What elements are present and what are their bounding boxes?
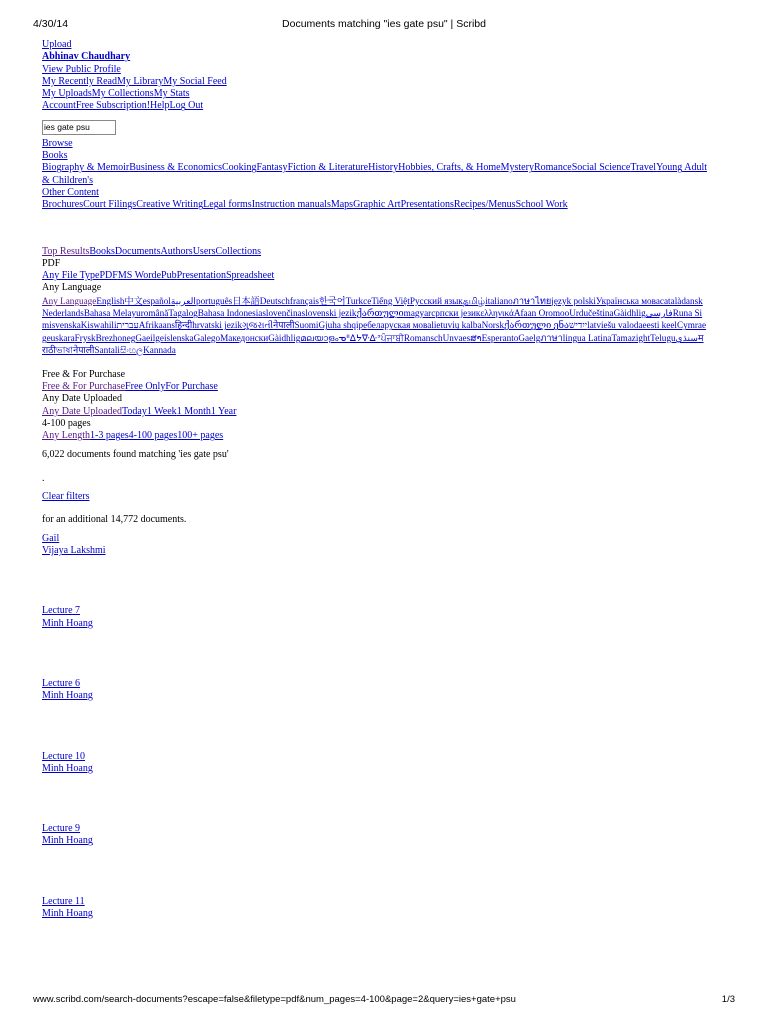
category-link[interactable]: Hobbies, Crafts, & Home — [398, 162, 501, 174]
category-link[interactable]: Instruction manuals — [251, 199, 331, 211]
language-option[interactable]: Gjuha shqipe — [318, 320, 368, 331]
language-option[interactable]: slovenski jezik — [301, 308, 357, 319]
category-link[interactable]: Court Filings — [83, 199, 137, 211]
user-menu-row-1 — [42, 76, 707, 88]
additional-documents-text: for an additional 14,772 documents. — [42, 514, 187, 526]
language-option[interactable]: Afaan Oromoo — [513, 308, 570, 319]
category-link[interactable]: Legal forms — [203, 199, 252, 211]
document-title-link[interactable]: Lecture 7 — [42, 605, 81, 617]
language-option[interactable]: Brezhoneg — [95, 332, 136, 343]
language-option[interactable]: lingua Latina — [562, 332, 612, 343]
language-option[interactable]: नेपाली — [73, 344, 95, 355]
search-input[interactable] — [42, 120, 116, 135]
language-option[interactable]: Українська мова — [595, 295, 660, 306]
date-option[interactable]: 1 Week — [146, 405, 177, 417]
language-option[interactable]: latviešu valoda — [587, 320, 643, 331]
document-list — [42, 533, 707, 921]
result-tab[interactable]: Collections — [215, 245, 262, 257]
language-option[interactable]: ᓀᐦᐃᔭᐍᐏᐣ — [338, 332, 381, 343]
document-item — [42, 896, 707, 921]
length-current: 4-100 pages — [42, 417, 91, 429]
category-link[interactable]: History — [368, 162, 399, 174]
language-option[interactable]: हिन्दी — [174, 320, 193, 331]
file-type-current: PDF — [42, 257, 61, 269]
user-name-link[interactable]: Abhinav Chaudhary — [42, 51, 131, 63]
print-header — [33, 18, 735, 32]
document-item — [42, 751, 707, 776]
document-author-link[interactable]: Minh Hoang — [42, 690, 93, 702]
price-option[interactable]: For Purchase — [165, 381, 218, 393]
language-option[interactable]: Deutsch — [259, 295, 290, 306]
category-link[interactable]: Fantasy — [256, 162, 288, 174]
category-link[interactable]: Graphic Art — [353, 199, 401, 211]
language-option[interactable]: íslenska — [163, 332, 194, 343]
user-menu-link[interactable]: My Recently Read — [42, 75, 117, 87]
user-menu-link[interactable]: Help — [150, 100, 170, 112]
other-content-link[interactable]: Other Content — [42, 186, 99, 198]
language-option[interactable]: svenska — [51, 320, 81, 331]
language-option[interactable]: Gaeilge — [135, 332, 164, 343]
price-option[interactable]: Free Only — [125, 381, 166, 393]
language-option[interactable]: සිංහල — [119, 344, 144, 355]
language-option[interactable]: Telugu — [650, 332, 676, 343]
language-option[interactable]: ελληνικά — [480, 308, 514, 319]
result-tabs — [42, 246, 707, 258]
file-type-option[interactable]: Presentation — [176, 270, 226, 282]
document-title-link[interactable]: Lecture 9 — [42, 823, 81, 835]
language-option[interactable]: português — [195, 295, 233, 306]
language-option[interactable]: magyar — [403, 308, 432, 319]
language-option[interactable]: سنڌي — [675, 332, 699, 343]
document-title-link[interactable]: Lecture 11 — [42, 895, 85, 907]
file-type-option[interactable]: MS Word — [117, 270, 157, 282]
clear-filters-link[interactable]: Clear filters — [42, 491, 90, 503]
language-option[interactable]: فارسی — [645, 308, 673, 319]
language-option[interactable]: Cymraeg — [42, 320, 707, 343]
result-tab[interactable]: Books — [89, 245, 115, 257]
language-option[interactable]: ภาษา — [540, 332, 563, 343]
language-option[interactable]: Русский язык — [409, 295, 463, 306]
language-option[interactable]: Tamazight — [611, 332, 651, 343]
language-option[interactable]: Norsk — [481, 320, 505, 331]
language-option[interactable]: Turkce — [345, 295, 372, 306]
other-content-categories — [42, 199, 707, 211]
file-type-option[interactable]: ePub — [156, 270, 177, 282]
page-body — [42, 39, 707, 920]
document-author-link[interactable]: Minh Hoang — [42, 617, 93, 629]
document-author-link[interactable]: Minh Hoang — [42, 835, 93, 847]
language-option[interactable]: Esperanto — [481, 332, 519, 343]
language-option[interactable]: español — [142, 295, 171, 306]
language-option[interactable]: Galego — [193, 332, 221, 343]
file-type-option[interactable]: PDF — [99, 270, 118, 282]
language-option[interactable]: română — [140, 308, 169, 319]
language-option[interactable]: Frysk — [74, 332, 96, 343]
category-link[interactable]: Young Adult & Children's — [42, 162, 707, 186]
category-link[interactable]: Creative Writing — [136, 199, 204, 211]
language-options — [42, 295, 707, 369]
category-link[interactable]: Brochures — [42, 199, 84, 211]
language-option[interactable]: eesti keel — [642, 320, 677, 331]
language-option[interactable]: lietuvių kalba — [431, 320, 482, 331]
language-option[interactable]: 中文 — [124, 295, 143, 306]
language-option[interactable]: Gaelg — [518, 332, 541, 343]
category-link[interactable]: Travel — [630, 162, 657, 174]
file-type-options — [42, 270, 707, 282]
category-link[interactable]: Cooking — [222, 162, 257, 174]
language-option[interactable]: italiano — [485, 295, 513, 306]
language-option[interactable]: ქართული — [356, 308, 404, 319]
language-option[interactable]: Nederlands — [42, 308, 84, 319]
language-option[interactable]: Gàidhlig — [613, 308, 646, 319]
print-url: www.scribd.com/search-documents?escape=false&filetype=pdf&num_pages=4-100&page=2&query=ies+gate+psu — [33, 994, 516, 1005]
user-menu-link[interactable]: My Social Feed — [163, 75, 227, 87]
language-option[interactable]: Unvaes — [442, 332, 471, 343]
user-menu-link[interactable]: Log Out — [169, 100, 204, 112]
result-tab[interactable]: Documents — [114, 245, 161, 257]
language-option[interactable]: नेपाली — [273, 320, 295, 331]
language-option[interactable]: język polski — [551, 295, 596, 306]
file-type-option[interactable]: Any File Type — [42, 270, 100, 282]
document-author-link[interactable]: Minh Hoang — [42, 907, 93, 919]
language-option[interactable]: hrvatski jezik — [192, 320, 243, 331]
language-current: Any Language — [42, 282, 102, 294]
print-page-title: Documents matching "ies gate psu" | Scribd — [282, 18, 486, 30]
separator-dot: . — [42, 472, 45, 484]
price-options — [42, 381, 707, 393]
language-option[interactable]: ภาษาไทย — [512, 295, 552, 306]
language-option[interactable]: ייִדיש — [569, 320, 588, 331]
category-link[interactable]: Romance — [533, 162, 572, 174]
document-item — [42, 533, 707, 558]
language-option[interactable]: العربية — [170, 295, 196, 306]
result-tab[interactable]: Top Results — [42, 245, 90, 257]
date-uploaded-current: Any Date Uploaded — [42, 393, 122, 405]
language-option[interactable]: English — [96, 295, 125, 306]
language-option[interactable]: euskara — [46, 332, 75, 343]
user-menu-link[interactable]: Account — [42, 100, 76, 112]
language-option[interactable]: ગુજરાતી — [242, 320, 274, 331]
category-link[interactable]: Biography & Memoir — [42, 162, 130, 174]
view-profile-link[interactable]: View Public Profile — [42, 63, 121, 75]
language-option[interactable]: Urdu — [569, 308, 589, 319]
language-option[interactable]: slovenčina — [262, 308, 302, 319]
category-link[interactable]: Social Science — [571, 162, 631, 174]
length-option[interactable]: 1-3 pages — [90, 430, 129, 442]
language-option[interactable]: dansk — [681, 295, 703, 306]
language-option[interactable]: Bahasa Indonesia — [197, 308, 263, 319]
document-title-link[interactable]: Lecture 10 — [42, 750, 86, 762]
language-option[interactable]: தமிழ் — [462, 295, 486, 306]
user-menu-link[interactable]: My Library — [116, 75, 164, 87]
language-option[interactable]: français — [289, 295, 319, 306]
upload-link[interactable]: Upload — [42, 39, 72, 50]
length-option[interactable]: Any Length — [42, 430, 91, 442]
result-tab[interactable]: Users — [192, 245, 216, 257]
user-menu-row-2 — [42, 88, 707, 100]
document-item — [42, 823, 707, 848]
category-link[interactable]: Fiction & Literature — [287, 162, 369, 174]
language-option[interactable]: српски језик — [431, 308, 481, 319]
print-page-number: 1/3 — [721, 994, 735, 1005]
print-date: 4/30/14 — [33, 18, 69, 30]
user-menu-link[interactable]: My Uploads — [42, 88, 92, 100]
language-option[interactable]: Suomi — [294, 320, 319, 331]
language-option[interactable]: čeština — [588, 308, 614, 319]
user-menu-link[interactable]: My Collections — [91, 88, 154, 100]
length-option[interactable]: 100+ pages — [177, 430, 224, 442]
category-link[interactable]: Business & Economics — [129, 162, 222, 174]
language-option[interactable]: беларуская мова — [367, 320, 432, 331]
language-option[interactable]: Kannada — [143, 344, 176, 355]
language-option[interactable]: Kiswahili — [80, 320, 117, 331]
language-option[interactable]: ქართული ენა — [504, 320, 570, 331]
category-link[interactable]: Maps — [330, 199, 354, 211]
category-link[interactable]: Recipes/Menus — [453, 199, 516, 211]
language-option[interactable]: Santali — [94, 344, 120, 355]
document-item — [42, 678, 707, 703]
language-option[interactable]: मराठी — [42, 332, 704, 355]
length-options — [42, 430, 707, 442]
language-option[interactable]: català — [659, 295, 682, 306]
date-uploaded-options — [42, 406, 707, 418]
language-option[interactable]: Runa Simi — [42, 308, 703, 331]
language-option[interactable]: Bahasa Melayu — [83, 308, 141, 319]
category-link[interactable]: Mystery — [500, 162, 534, 174]
document-author-link[interactable]: Vijaya Lakshmi — [42, 545, 106, 557]
language-option[interactable]: עברית — [116, 320, 139, 331]
language-option[interactable]: Any Language — [42, 295, 97, 306]
document-title-link[interactable]: Lecture 6 — [42, 677, 81, 689]
category-link[interactable]: School Work — [515, 199, 568, 211]
books-link[interactable]: Books — [42, 150, 68, 162]
date-option[interactable]: Today — [121, 405, 147, 417]
price-option[interactable]: Free & For Purchase — [42, 381, 126, 393]
date-option[interactable]: 1 Month — [176, 405, 211, 417]
file-type-option[interactable]: Spreadsheet — [226, 270, 275, 282]
language-option[interactable]: മലയാളം — [300, 332, 339, 343]
language-option[interactable]: 한국어 — [318, 295, 346, 306]
language-option[interactable]: Tiếng Việt — [371, 295, 410, 306]
language-option[interactable]: Romansch — [403, 332, 443, 343]
language-option[interactable]: Tagalog — [168, 308, 198, 319]
print-footer — [33, 994, 735, 1008]
category-link[interactable]: Presentations — [400, 199, 454, 211]
language-option[interactable]: ਪੰਜਾਬੀ — [380, 332, 404, 343]
browse-link[interactable]: Browse — [42, 137, 73, 149]
language-option[interactable]: Afrikaans — [138, 320, 175, 331]
user-menu-link[interactable]: Free Subscription! — [75, 100, 151, 112]
user-menu-row-3 — [42, 100, 707, 112]
date-option[interactable]: 1 Year — [210, 405, 237, 417]
language-option[interactable]: 日本語 — [232, 295, 260, 306]
result-tab[interactable]: Authors — [160, 245, 193, 257]
results-summary: 6,022 documents found matching 'ies gate psu' — [42, 448, 229, 460]
length-option[interactable]: 4-100 pages — [128, 430, 178, 442]
language-option[interactable]: ভাষা — [55, 344, 74, 355]
user-menu-link[interactable]: My Stats — [153, 88, 190, 100]
language-option[interactable]: ສາ — [470, 332, 482, 343]
document-item — [42, 605, 707, 630]
book-categories — [42, 162, 707, 187]
document-title-link[interactable]: Gail — [42, 532, 60, 544]
date-option[interactable]: Any Date Uploaded — [42, 405, 122, 417]
price-current: Free & For Purchase — [42, 368, 126, 380]
language-option[interactable]: Македонски — [220, 332, 269, 343]
document-author-link[interactable]: Minh Hoang — [42, 762, 93, 774]
language-option[interactable]: Gàidhlig — [268, 332, 301, 343]
